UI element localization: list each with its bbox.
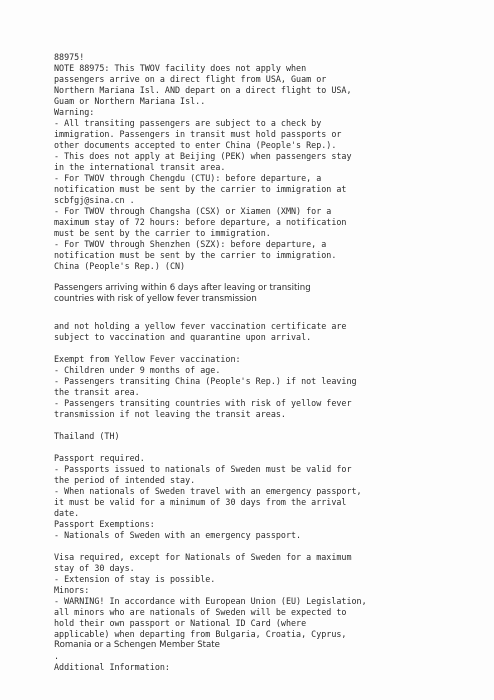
text-line: . bbox=[54, 651, 60, 661]
text-line: notification must be sent by the carrier to immigration. bbox=[54, 250, 337, 260]
text-line: - For TWOV through Shenzhen (SZX): before departure, a bbox=[54, 239, 327, 249]
spacer bbox=[54, 305, 454, 321]
twov-note-section bbox=[54, 52, 454, 272]
text-line: countries with risk of yellow fever transmission bbox=[54, 294, 257, 304]
text-line: must be sent by the carrier to immigration. bbox=[54, 228, 271, 238]
visa-section bbox=[54, 552, 454, 662]
text-line: - Passports issued to nationals of Sweden must be valid for bbox=[54, 464, 352, 474]
text-line: 88975! bbox=[54, 52, 85, 62]
text-line: Northern Mariana Isl. AND depart on a direct flight to USA, bbox=[54, 85, 352, 95]
text-line: - WARNING! In accordance with European Union (EU) Legislation, bbox=[54, 596, 367, 606]
text-line: Passport Exemptions: bbox=[54, 519, 155, 529]
text-line: - All transiting passengers are subject to a check by bbox=[54, 118, 322, 128]
text-line: scbfgj@sina.cn . bbox=[54, 195, 135, 205]
text-line: - Children under 9 months of age. bbox=[54, 365, 221, 375]
text-line: in the international transit area. bbox=[54, 162, 226, 172]
text-line: - For TWOV through Chengdu (CTU): before departure, a bbox=[54, 173, 322, 183]
text-line: NOTE 88975: This TWOV facility does not apply when bbox=[54, 63, 307, 73]
spacer bbox=[54, 541, 454, 552]
text-line: Passengers arriving within 6 days after leaving or transiting bbox=[54, 283, 311, 293]
text-line: all minors who are nationals of Sweden will be expected to bbox=[54, 607, 347, 617]
text-line: date. bbox=[54, 508, 80, 518]
spacer bbox=[54, 420, 454, 431]
additional-information-heading: Additional Information: bbox=[54, 662, 170, 672]
spacer bbox=[54, 272, 454, 283]
text-line: passengers arrive on a direct flight from USA, Guam or bbox=[54, 74, 327, 84]
text-line: transmission if not leaving the transit areas. bbox=[54, 409, 286, 419]
text-line: notification must be sent by the carrier to immigration at bbox=[54, 184, 347, 194]
text-line: - When nationals of Sweden travel with an emergency passport, bbox=[54, 486, 362, 496]
text-line: China (People's Rep.) (CN) bbox=[54, 261, 186, 271]
text-line: Passport required. bbox=[54, 453, 145, 463]
text-line: - Passengers transiting China (People's Rep.) if not leaving bbox=[54, 376, 357, 386]
text-line: - Passengers transiting countries with risk of yellow fever bbox=[54, 398, 352, 408]
country-heading: Thailand (TH) bbox=[54, 431, 120, 441]
text-line: hold their own passport or National ID Card (where bbox=[54, 618, 307, 628]
text-line: and not holding a yellow fever vaccination certificate are bbox=[54, 321, 347, 331]
text-line: Guam or Northern Mariana Isl.. bbox=[54, 96, 206, 106]
yellow-fever-exemptions bbox=[54, 354, 454, 420]
passport-section bbox=[54, 453, 454, 541]
text-line: Minors: bbox=[54, 585, 90, 595]
text-line: - This does not apply at Beijing (PEK) when passengers stay bbox=[54, 151, 352, 161]
yellow-fever-note bbox=[54, 283, 454, 305]
text-line: maximum stay of 72 hours: before departure, a notification bbox=[54, 217, 347, 227]
text-line: subject to vaccination and quarantine upon arrival. bbox=[54, 332, 312, 342]
document-text bbox=[54, 52, 454, 673]
text-line: - Extension of stay is possible. bbox=[54, 574, 216, 584]
text-line: Exempt from Yellow Fever vaccination: bbox=[54, 354, 241, 364]
text-line: stay of 30 days. bbox=[54, 563, 135, 573]
text-line: immigration. Passengers in transit must hold passports or bbox=[54, 129, 342, 139]
text-line: Visa required, except for Nationals of Sweden for a maximum bbox=[54, 552, 352, 562]
text-line: applicable) when departing from Bulgaria, Croatia, Cyprus, bbox=[54, 629, 347, 639]
text-line: - For TWOV through Changsha (CSX) or Xiamen (XMN) for a bbox=[54, 206, 332, 216]
spacer bbox=[54, 442, 454, 453]
text-line: other documents accepted to enter China (People's Rep.). bbox=[54, 140, 337, 150]
text-line: the transit area. bbox=[54, 387, 140, 397]
text-line: - Nationals of Sweden with an emergency passport. bbox=[54, 530, 302, 540]
text-line: Romania or a Schengen Member State bbox=[54, 640, 220, 650]
spacer bbox=[54, 343, 454, 354]
yellow-fever-continuation bbox=[54, 321, 454, 343]
text-line: the period of intended stay. bbox=[54, 475, 196, 485]
text-line: Warning: bbox=[54, 107, 95, 117]
text-line: it must be valid for a minimum of 30 days from the arrival bbox=[54, 497, 347, 507]
